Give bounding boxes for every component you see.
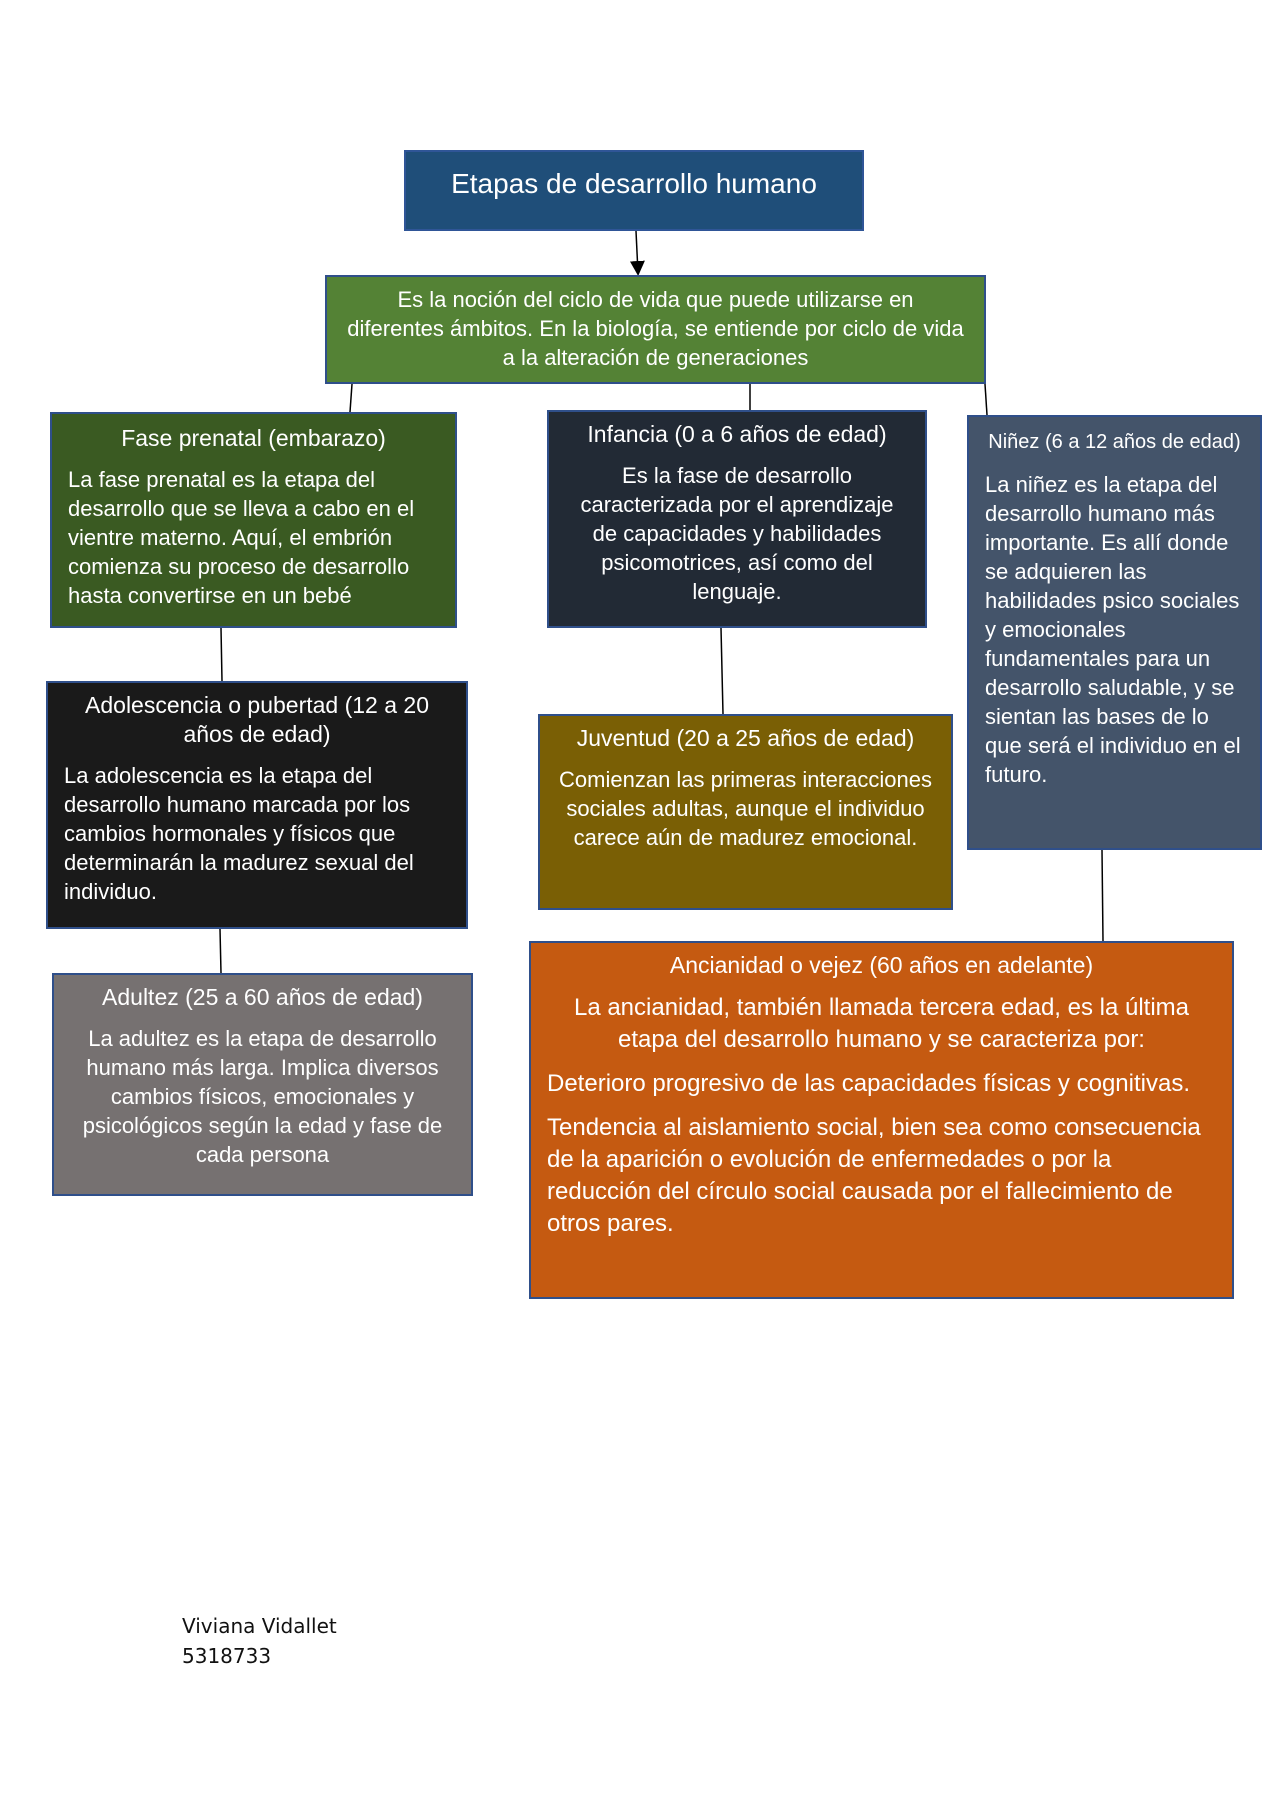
- adolescencia-to-adultez-line: [220, 929, 221, 973]
- prenatal-to-adolescencia-line: [221, 628, 222, 681]
- stage-title-juventud: Juventud (20 a 25 años de edad): [576, 725, 915, 751]
- stage-title-prenatal: Fase prenatal (embarazo): [121, 425, 386, 451]
- stage-text-adultez: La adultez es la etapa de desarrollo humano más larga. Implica diversos cambios físicos, emocionales y psicológicos según la edad y fase de cada persona: [82, 1026, 443, 1167]
- title-box: [404, 150, 864, 231]
- stage-box-juventud: [538, 714, 953, 910]
- stage-box-adultez: [52, 973, 473, 1196]
- stage-title-ninez: Niñez (6 a 12 años de edad): [988, 431, 1241, 453]
- stage-title-adultez: Adultez (25 a 60 años de edad): [102, 984, 423, 1010]
- stage-text-prenatal: La fase prenatal es la etapa del desarrollo que se lleva a cabo en el vientre materno. Aquí, el embrión comienza su proceso de desarrollo hasta convertirse en un bebé: [68, 467, 415, 608]
- definition-to-ninez-line: [985, 384, 987, 415]
- stage-title-vejez: Ancianidad o vejez (60 años en adelante): [669, 952, 1094, 978]
- stage-box-vejez: [529, 941, 1234, 1299]
- stage-box-infancia: [547, 410, 927, 628]
- diagram-title: Etapas de desarrollo humano: [451, 168, 817, 199]
- stage-text-juventud: Comienzan las primeras interacciones sociales adultas, aunque el individuo carece aún de madurez emocional.: [559, 767, 932, 850]
- stage-title-adolescencia: Adolescencia o pubertad (12 a 20 años de edad): [85, 692, 429, 747]
- stage-intro-vejez: La ancianidad, también llamada tercera edad, es la última etapa del desarrollo humano y se caracteriza por:: [573, 994, 1190, 1053]
- author-id: 5318733: [182, 1644, 272, 1668]
- stage-text-ninez: La niñez es la etapa del desarrollo humano más importante. Es allí donde se adquieren las habilidades psico sociales y emocionales fundamentales para un desarrollo saludable, y se sientan las bases de lo que será el individuo en el futuro.: [985, 472, 1241, 787]
- stage-box-prenatal: [50, 412, 457, 628]
- stage-point-vejez-2: Tendencia al aislamiento social, bien sea como consecuencia de la aparición o evolución de enfermedades o por la reducción del círculo social causada por el fallecimiento de otros pares.: [547, 1114, 1201, 1237]
- stage-box-adolescencia: [46, 681, 468, 929]
- definition-box: [325, 275, 986, 384]
- stage-point-vejez-1: Deterioro progresivo de las capacidades físicas y cognitivas.: [547, 1070, 1190, 1097]
- definition-text: Es la noción del ciclo de vida que puede utilizarse en diferentes ámbitos. En la biología, se entiende por ciclo de vida a la alteración de generaciones: [347, 287, 964, 370]
- stage-text-infancia: Es la fase de desarrollo caracterizada por el aprendizaje de capacidades y habilidades psicomotrices, así como del lenguaje.: [580, 463, 894, 604]
- title-to-definition-arrow: [636, 231, 638, 273]
- ninez-to-vejez-line: [1102, 850, 1103, 941]
- stage-text-adolescencia: La adolescencia es la etapa del desarrollo humano marcada por los cambios hormonales y físicos que determinarán la madurez sexual del individuo.: [64, 763, 414, 904]
- stage-title-infancia: Infancia (0 a 6 años de edad): [587, 421, 887, 447]
- stage-box-ninez: [967, 415, 1262, 850]
- definition-to-prenatal-line: [350, 384, 352, 412]
- author-name: Viviana Vidallet: [182, 1614, 337, 1638]
- author-block: [182, 1611, 337, 1671]
- infancia-to-juventud-line: [721, 628, 723, 714]
